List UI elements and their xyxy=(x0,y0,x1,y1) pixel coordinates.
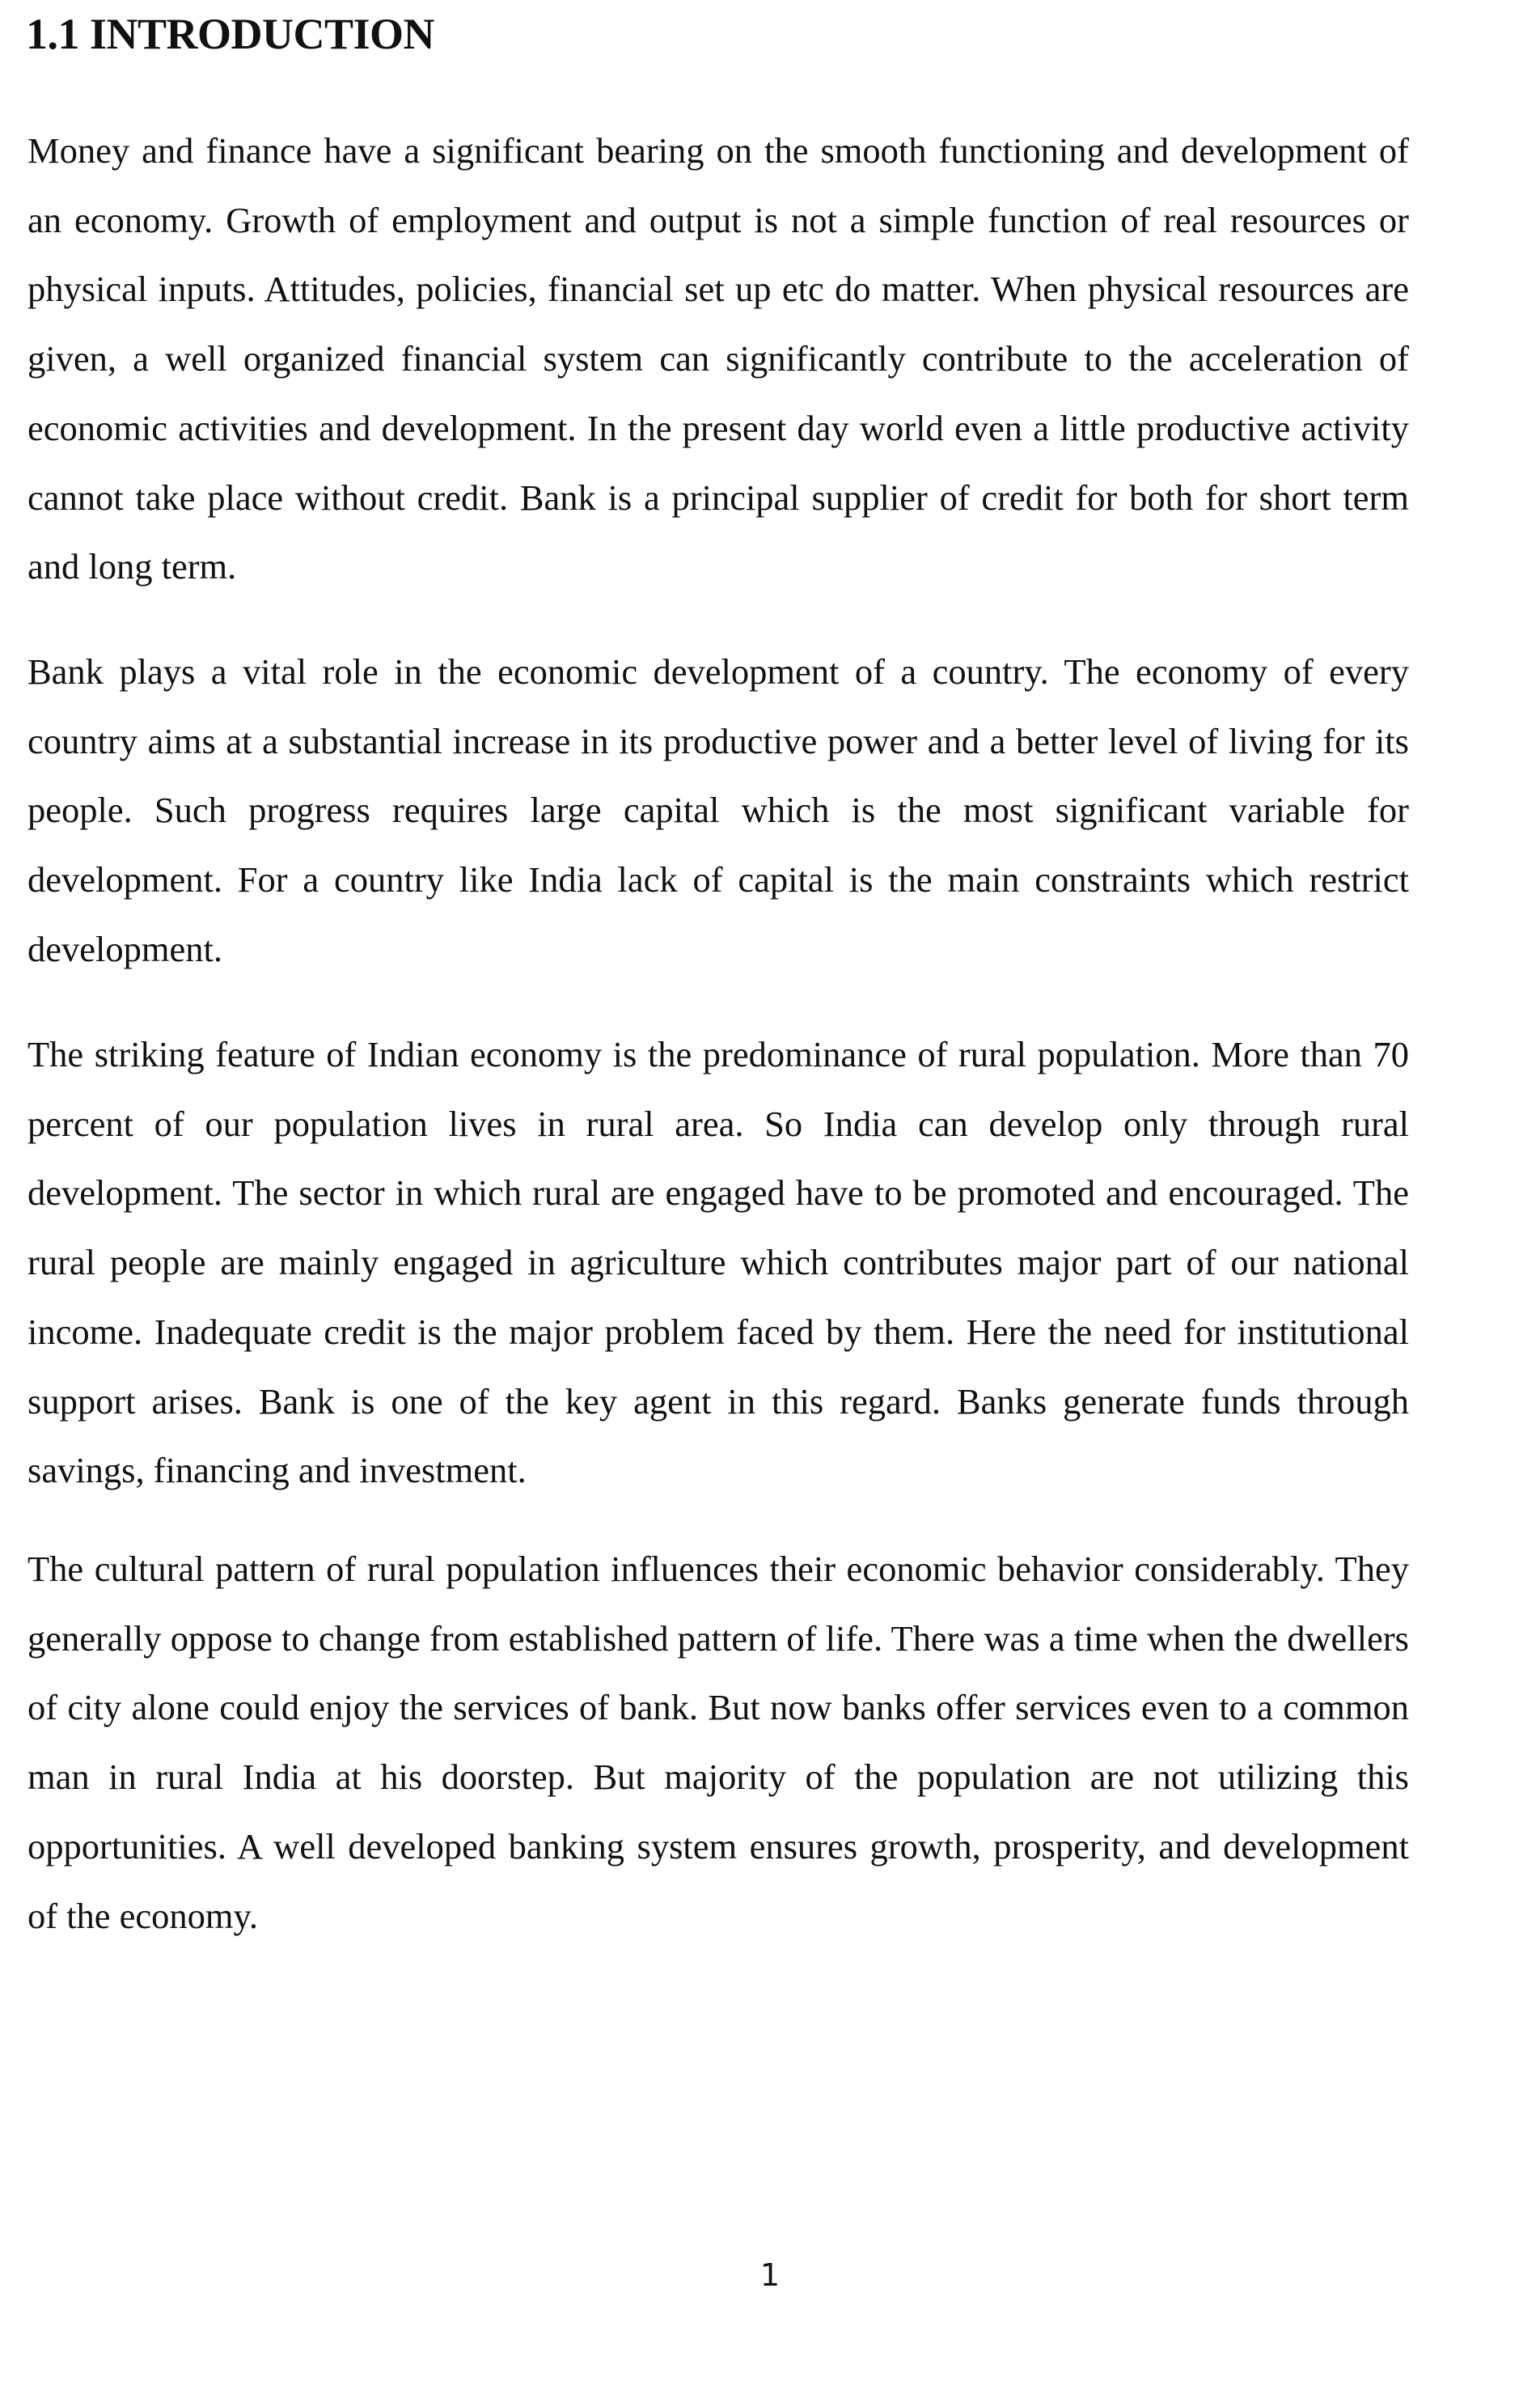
paragraph-2: Bank plays a vital role in the economic development of a country. The economy of every country aims at a substantial increase in its productive power and a better level of living for its people. Such progress requires large capital which is the most significant variable for development. For a country like India lack of capital is the main constraints which restrict development. xyxy=(28,651,1409,969)
paragraph-3: The striking feature of Indian economy is the predominance of rural population. More than 70 percent of our population lives in rural area. So India can develop only through rural development. The sector in which rural are engaged have to be promoted and encouraged. The rural people are mainly engaged in agriculture which contributes major part of our national income. Inadequate credit is the major problem faced by them. Here the need for institutional support arises. Bank is one of the key agent in this regard. Banks generate funds through savings, financing and investment. xyxy=(28,1034,1409,1491)
page-number: 1 xyxy=(759,2257,781,2293)
section-heading: 1.1 INTRODUCTION xyxy=(26,10,435,58)
paragraph-1: Money and finance have a significant bearing on the smooth functioning and development of an economy. Growth of employment and output is not a simple function of real resources or physical inputs. Attitudes, policies, financial set up etc do matter. When physical resources are given, a well organized financial system can significantly contribute to the acceleration of economic activities and development. In the present day world even a little productive activity cannot take place without credit. Bank is a principal supplier of credit for both for short term and long term. xyxy=(28,130,1409,587)
paragraph-4: The cultural pattern of rural population influences their economic behavior considerably. They generally oppose to change from established pattern of life. There was a time when the dwellers of city alone could enjoy the services of bank. But now banks offer services even to a common man in rural India at his doorstep. But majority of the population are not utilizing this opportunities. A well developed banking system ensures growth, prosperity, and development of the economy. xyxy=(28,1549,1409,1936)
